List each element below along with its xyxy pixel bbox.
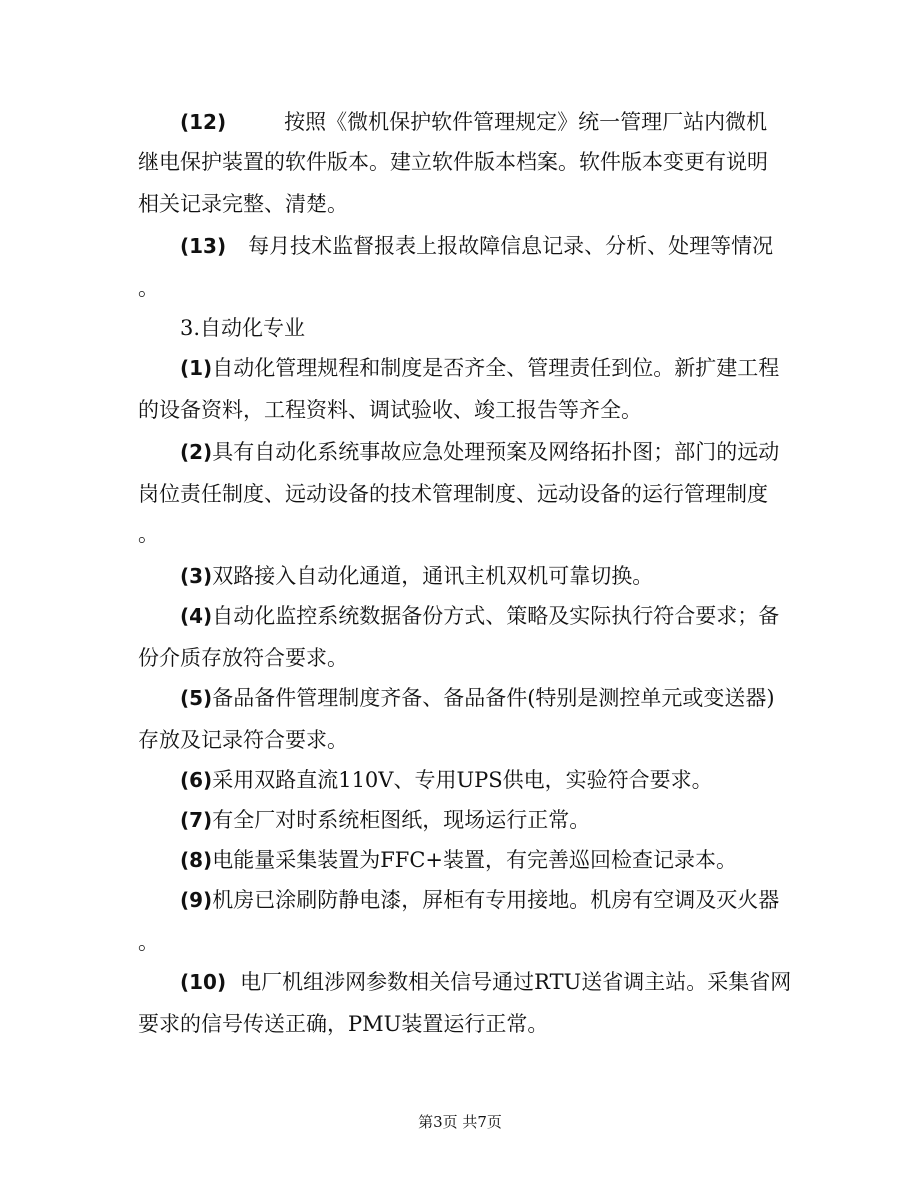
item-number: (1) (180, 356, 213, 380)
item-3-line-1 (180, 562, 653, 590)
item-5-line-2: 存放及记录符合要求。 (138, 728, 348, 752)
item-10-line-2: 要求的信号传送正确，PMU装置运行正常。 (138, 1012, 549, 1036)
paragraph-13-line-1 (180, 232, 773, 260)
item-2-line-3: 。 (138, 522, 159, 546)
item-7-line-1 (180, 806, 590, 834)
item-9-line-1 (180, 886, 779, 914)
paragraph-12-line-1 (180, 108, 767, 136)
item-number: (2) (180, 440, 213, 464)
item-number: (7) (180, 808, 213, 832)
paragraph-12-line-2: 继电保护装置的软件版本。建立软件版本档案。软件版本变更有说明 (138, 150, 768, 174)
item-number: (4) (180, 604, 213, 628)
section-title: 3.自动化专业 (180, 316, 306, 340)
item-number: (10) (180, 970, 227, 994)
paragraph-text: 按照《微机保护软件管理规定》统一管理厂站内微机 (284, 110, 768, 134)
paragraph-text: 自动化监控系统数据备份方式、策略及实际执行符合要求；备 (212, 604, 780, 628)
item-4-line-2: 份介质存放符合要求。 (138, 646, 348, 670)
item-number: (3) (180, 564, 213, 588)
paragraph-text: 备品备件管理制度齐备、备品备件(特别是测控单元或变送器) (212, 686, 775, 710)
item-2-line-1 (180, 438, 779, 466)
item-1-line-2: 的设备资料，工程资料、调试验收、竣工报告等齐全。 (138, 398, 642, 422)
item-9-line-2: 。 (138, 930, 159, 954)
paragraph-text: 每月技术监督报表上报故障信息记录、分析、处理等情况 (248, 234, 774, 258)
item-number: (5) (180, 686, 213, 710)
item-number: (9) (180, 888, 213, 912)
paragraph-text: 电能量采集装置为FFC+装置，有完善巡回检查记录本。 (212, 848, 738, 872)
item-4-line-1 (180, 602, 779, 630)
item-1-line-1 (180, 354, 779, 382)
paragraph-text: 具有自动化系统事故应急处理预案及网络拓扑图；部门的远动 (212, 440, 780, 464)
item-2-line-2: 岗位责任制度、远动设备的技术管理制度、远动设备的运行管理制度 (138, 482, 768, 506)
paragraph-13-line-2: 。 (138, 276, 159, 300)
item-number: (6) (180, 768, 213, 792)
page-number-footer: 第3页 共7页 (418, 1113, 502, 1131)
paragraph-text: 自动化管理规程和制度是否齐全、管理责任到位。新扩建工程 (212, 356, 780, 380)
paragraph-12-line-3: 相关记录完整、清楚。 (138, 192, 348, 216)
paragraph-text: 有全厂对时系统柜图纸，现场运行正常。 (212, 808, 591, 832)
item-number: (8) (180, 848, 213, 872)
item-number: (13) (180, 234, 227, 258)
paragraph-text: 采用双路直流110V、专用UPS供电，实验符合要求。 (212, 768, 713, 792)
item-10-line-1 (180, 968, 791, 996)
item-8-line-1 (180, 846, 737, 874)
item-number: (12) (180, 110, 227, 134)
paragraph-text: 电厂机组涉网参数相关信号通过RTU送省调主站。采集省网 (240, 970, 792, 994)
item-6-line-1 (180, 766, 713, 794)
paragraph-text: 机房已涂刷防静电漆，屏柜有专用接地。机房有空调及灭火器 (212, 888, 780, 912)
paragraph-text: 双路接入自动化通道，通讯主机双机可靠切换。 (212, 564, 654, 588)
item-5-line-1 (180, 684, 775, 712)
